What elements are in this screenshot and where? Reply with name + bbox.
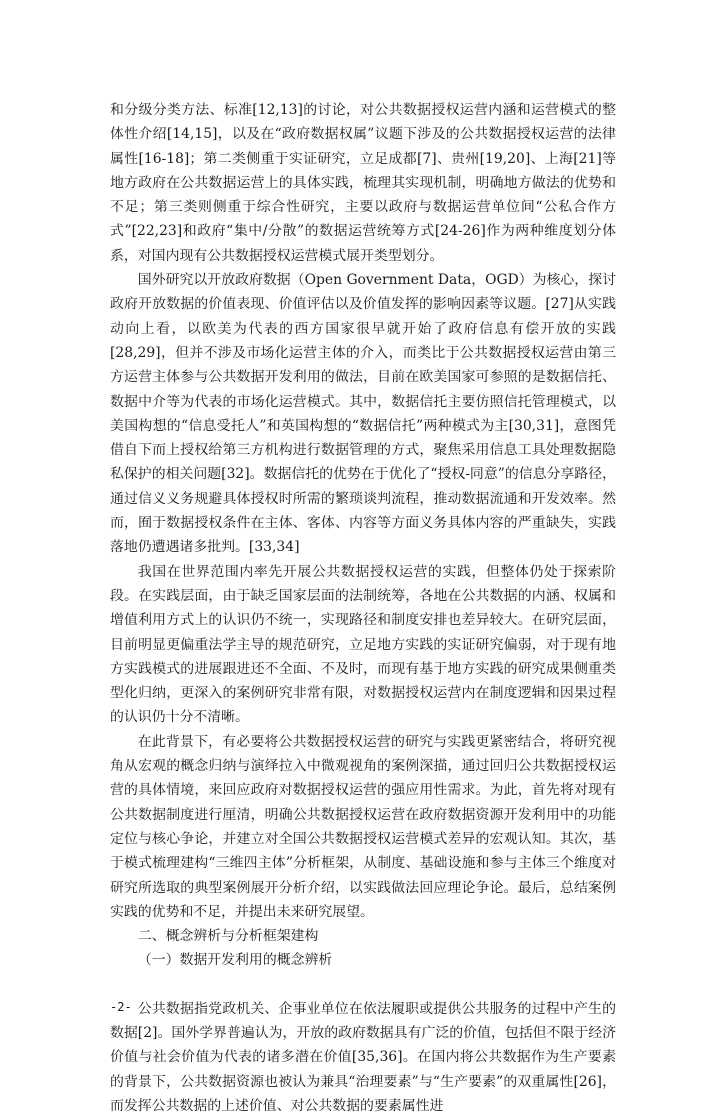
body-text xyxy=(110,98,616,1118)
paragraph-domestic-status: 我国在世界范围内率先开展公共数据授权运营的实践，但整体仍处于探索阶段。在实践层面，由于缺乏国家层面的法制统筹，各地在公共数据的内涵、权属和增值利用方式上的认识仍不统一，实现路径和制度安排也差异较大。在研究层面，目前明显更偏重法学主导的规范研究，立足地方实践的实证研究偏弱，对于现有地方实践模式的进展跟进还不全面、不及时，而现有基于地方实践的研究成果侧重类型化归纳，更深入的案例研究非常有限，对数据授权运营内在制度逻辑和因果过程的认识仍十分不清晰。 xyxy=(110,563,616,726)
section-heading: 二、概念辨析与分析框架建构 xyxy=(137,928,319,945)
paragraph-literature-review-continued: 和分级分类方法、标准[12,13]的讨论，对公共数据授权运营内涵和运营模式的整体性介绍[14,15]，以及在“政府数据权属”议题下涉及的公共数据授权运营的法律属性[16-18]；第二类侧重于实证研究，立足成都[7]、贵州[19,20]、上海[21]等地方政府在公共数据运营上的具体实践，梳理其实现机制，明确地方做法的优势和不足；第三类则侧重于综合性研究，主要以政府与数据运营单位间“公私合作方式”[22,23]和政府“集中/分散”的数据运营统筹方式[24-26]作为两种维度划分体系，对国内现有公共数据授权运营模式展开类型划分。 xyxy=(110,102,616,264)
paragraph-research-plan: 在此背景下，有必要将公共数据授权运营的研究与实践更紧密结合，将研究视角从宏观的概念归纳与演绎拉入中微观视角的案例深描，通过回归公共数据授权运营的具体情境，来回应政府对数据授权运营的强应用性需求。为此，首先将对现有公共数据制度进行厘清，明确公共数据授权运营在政府数据资源开发利用中的功能定位与核心争论，并建立对全国公共数据授权运营模式差异的宏观认知。其次，基于模式梳理建构“三维四主体”分析框架，从制度、基础设施和参与主体三个维度对研究所选取的典型案例展开分析介绍，以实践做法回应理论争论。最后，总结案例实践的优势和不足，并提出未来研究展望。 xyxy=(110,733,616,920)
subsection-heading: （一）数据开发利用的概念辨析 xyxy=(137,952,333,969)
page-number: -2- xyxy=(110,1000,132,1014)
paragraph-foreign-research: 国外研究以开放政府数据（Open Government Data，OGD）为核心，探讨政府开放数据的价值表现、价值评估以及价值发挥的影响因素等议题。[27]从实践动向上看，以欧美为代表的西方国家很早就开始了政府信息有偿开放的实践[28,29]，但并不涉及市场化运营主体的介入，而类比于公共数据授权运营由第三方运营主体参与公共数据开发利用的做法，目前在欧美国家可参照的是数据信托、数据中介等为代表的市场化运营模式。其中，数据信托主要仿照信托管理模式，以美国构想的“信息受托人”和英国构想的“数据信托”两种模式为主[30,31]，意图凭借自下而上授权给第三方机构进行数据管理的方式，聚焦采用信息工具处理数据隐私保护的相关问题[32]。数据信托的优势在于优化了“授权-同意”的信息分享路径，通过信义义务规避具体授权时所需的繁琐谈判流程，推动数据流通和开发效率。然而，囿于数据授权条件在主体、客体、内容等方面义务具体内容的严重缺失，实践落地仍遭遇诸多批判。[33,34] xyxy=(110,272,616,556)
paragraph-public-data-definition: 公共数据指党政机关、企事业单位在依法履职或提供公共服务的过程中产生的数据[2]。国外学界普遍认为，开放的政府数据具有广泛的价值，包括但不限于经济价值与社会价值为代表的诸多潜在价值[35,36]。在国内将公共数据作为生产要素的背景下，公共数据资源也被认为兼具“治理要素”与“生产要素”的双重属性[26]，而发挥公共数据的上述价值、对公共数据的要素属性进 xyxy=(110,1000,616,1114)
